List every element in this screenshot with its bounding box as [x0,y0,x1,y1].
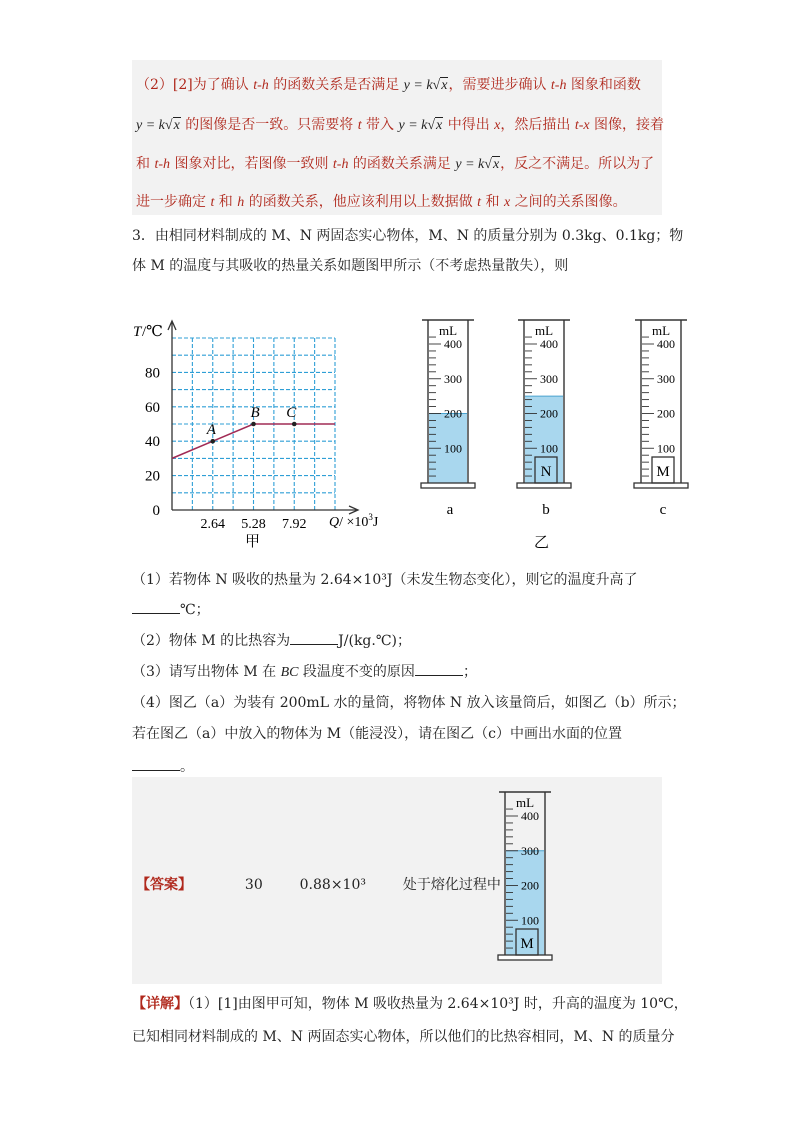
question-3-4-b: 若在图乙（a）中放入的物体为 M（能浸没），请在图乙（c）中画出水面的位置 [132,726,622,742]
y-tick-label: 60 [145,399,160,416]
y-tick-label: 80 [145,365,160,382]
cylinder-a [421,320,475,518]
x-tick-label: 2.64 [200,517,225,532]
y-tick-label: 20 [145,468,160,485]
object-label: M [520,936,534,952]
formula: y = k√x [403,78,448,93]
answer-row [136,874,501,894]
unit-label: mL [438,323,458,338]
cylinder-b [517,320,571,518]
temperature-heat-graph [125,308,400,553]
point-a [210,439,215,444]
answer-cylinder [485,782,565,982]
object-label: N [540,464,552,480]
y-tick-labels [145,365,160,519]
x-axis-label: $Q/ \times 10^3J$ [329,512,379,530]
detail-line-1: 【详解】（1）[1]由图甲可知，物体 M 吸收热量为 2.64×10³J 时，升高的温度为 10℃， [132,996,688,1012]
scale-label: 400 [521,809,539,823]
solution-line-2: y = k√x 的图像是否一致。只需要将 t 带入 y = k√x 中得出 x，然后描出 t-x 图像，接着 [136,117,665,133]
svg-text:/℃: /℃ [142,324,163,340]
cylinder-label-c: c [659,502,667,518]
scale-label: 100 [657,441,675,456]
detail-line-2: 已知相同材料制成的 M、N 两固态实心物体，所以他们的比热容相同，M、N 的质量分 [132,1029,675,1045]
question-3-3: （3）请写出物体 M 在 BC 段温度不变的原因 ； [132,661,477,681]
cylinder-base [421,483,475,488]
x-tick-labels [201,517,307,532]
answer-1: 30 [244,877,263,893]
scale-label: 100 [540,441,558,456]
point-b [251,422,256,427]
scale-label: 400 [540,337,558,351]
cylinder-c [634,320,688,518]
cylinder-label-a: a [446,502,454,518]
scale-label: 100 [521,913,539,928]
cylinder-base [517,483,571,488]
cylinder-label-b: b [542,502,550,518]
scale-label: 300 [540,371,558,386]
answer-label: 【答案】 [136,877,192,893]
object-label: M [656,464,670,480]
question-3-2: （2）物体 M 的比热容为 J/(kg.℃)； [132,630,411,650]
unit-label: mL [651,323,671,338]
question-3-1-blank: ℃； [132,599,210,619]
point-label-a: A [206,422,216,439]
question-3-line-2: 体 M 的温度与其吸收的热量关系如题图甲所示（不考虑热量散失），则 [132,258,569,274]
scale-label: 400 [444,337,462,351]
scale-label: 200 [540,406,558,421]
scale-label: 200 [521,878,539,893]
scale-label: 200 [444,406,462,421]
cylinders-figure [408,312,708,552]
unit-label: mL [515,795,535,810]
solution-line-1: （2）[2]为了确认 t-h 的函数关系是否满足 y = k√x，需要进步确认 t-h 图象和函数 [136,77,641,93]
x-tick-label: 5.28 [241,517,266,532]
point-c [292,422,297,427]
question-3-4-blank: 。 [132,756,194,776]
cylinder-base [498,955,552,960]
scale-label: 300 [657,371,675,386]
y-tick-label: 0 [152,503,160,519]
point-label-c: C [286,405,297,421]
solution-line-3: 和 t-h 图象对比，若图像一致则 t-h 的函数关系满足 y = k√x，反之不满足。所以为了 [136,156,655,172]
cylinder-base [634,483,688,488]
scale-label: 100 [444,441,462,456]
scale-label: 300 [444,371,462,386]
x-tick-label: 7.92 [282,517,307,532]
y-tick-label: 40 [145,434,160,451]
figure-caption-jia: 甲 [245,534,261,550]
graph-axes [168,321,358,514]
point-label-b: B [250,405,260,421]
answer-2: 0.88×10³ [299,877,366,893]
answer-3: 处于熔化过程中 [402,877,501,893]
scale-label: 300 [521,843,539,858]
figure-caption-yi: 乙 [534,535,550,551]
y-axis-label: T [133,324,142,340]
scale-label: 200 [657,406,675,421]
question-3-1: （1）若物体 N 吸收的热量为 2.64×10³J（未发生物态变化），则它的温度升高了 [132,572,638,588]
scale-label: 400 [657,337,675,351]
question-3-4-a: （4）图乙（a）为装有 200mL 水的量筒，将物体 N 放入该量筒后，如图乙（b）所示； [132,695,686,711]
solution-line-4: 进一步确定 t 和 h 的函数关系，他应该利用以上数据做 t 和 x 之间的关系图像。 [136,194,627,210]
question-3-line-1: 3．由相同材料制成的 M、N 两固态实心物体，M、N 的质量分别为 0.3kg、0.1kg；物 [132,228,684,244]
answer-cylinder-drawing [498,792,552,960]
unit-label: mL [534,323,554,338]
